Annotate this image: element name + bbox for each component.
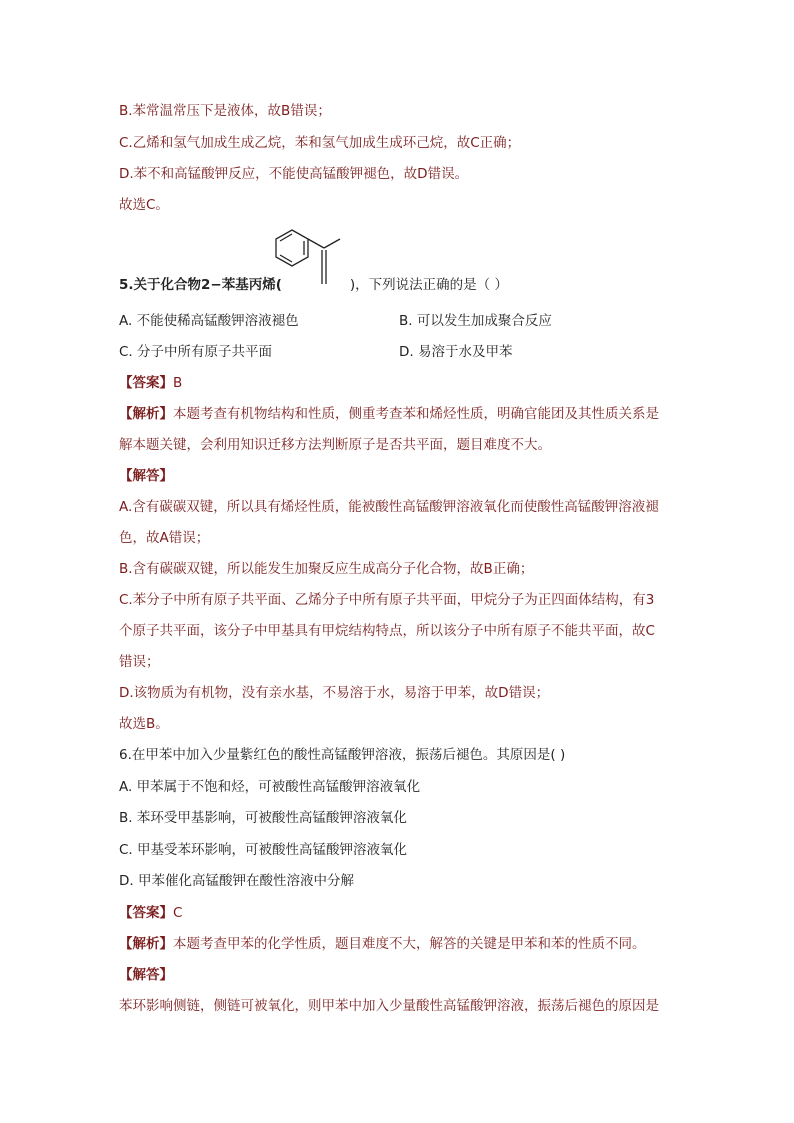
- q5-solution-c2: 个原子共平面，该分子中甲基具有甲烷结构特点，所以该分子中所有原子不能共平面，故C: [119, 623, 655, 639]
- q5-compound-name: 2−苯基丙烯(: [201, 277, 282, 293]
- prev-explanation-c: C.乙烯和氢气加成生成乙烷，苯和氢气加成生成环己烷，故C正确；: [119, 135, 521, 151]
- q5-solution-c3: 错误；: [119, 654, 160, 670]
- q5-stem-prefix: 5.关于化合物: [119, 277, 202, 293]
- q6-stem: 6.在甲苯中加入少量紫红色的酸性高锰酸钾溶液，振荡后褪色。其原因是( ): [119, 747, 566, 763]
- q5-analysis-text: 本题考查有机物结构和性质，侧重考查苯和烯烃性质，明确官能团及其性质关系是: [173, 406, 659, 422]
- q5-solution-d: D.该物质为有机物，没有亲水基，不易溶于水，易溶于甲苯，故D错误；: [119, 685, 550, 701]
- q6-solution-line1: 苯环影响侧链，侧链可被氧化，则甲苯中加入少量酸性高锰酸钾溶液，振荡后褪色的原因是: [119, 998, 659, 1014]
- q6-answer-label: 【答案】: [119, 905, 173, 921]
- q5-option-b: B. 可以发生加成聚合反应: [399, 313, 552, 329]
- q6-analysis-label: 【解析】: [119, 936, 173, 952]
- q5-answer-value: B: [173, 375, 183, 391]
- q6-option-a: A. 甲苯属于不饱和烃，可被酸性高锰酸钾溶液氧化: [119, 779, 421, 795]
- q5-option-c: C. 分子中所有原子共平面: [119, 344, 273, 360]
- q5-solution-label: 【解答】: [119, 468, 173, 484]
- prev-conclusion: 故选C。: [119, 197, 169, 213]
- q5-solution-a1: A.含有碳碳双键，所以具有烯烃性质，能被酸性高锰酸钾溶液氧化而使酸性高锰酸钾溶液褪: [119, 499, 659, 515]
- q6-analysis: [119, 934, 646, 954]
- q5-option-a: A. 不能使稀高锰酸钾溶液褪色: [119, 313, 299, 329]
- q6-option-d: D. 甲苯催化高锰酸钾在酸性溶液中分解: [119, 873, 354, 889]
- prev-explanation-d: D.苯不和高锰酸钾反应，不能使高锰酸钾褪色，故D错误。: [119, 166, 469, 182]
- q6-analysis-text: 本题考查甲苯的化学性质，题目难度不大，解答的关键是甲苯和苯的性质不同。: [173, 936, 646, 952]
- q5-stem: [119, 275, 508, 295]
- q5-analysis-line1: [119, 404, 659, 424]
- prev-explanation-b: B.苯常温常压下是液体，故B错误；: [119, 103, 331, 119]
- q5-analysis-line2: 解本题关键，会利用知识迁移方法判断原子是否共平面，题目难度不大。: [119, 437, 551, 453]
- q5-solution-b: B.含有碳碳双键，所以能发生加聚反应生成高分子化合物，故B正确；: [119, 561, 534, 577]
- q5-conclusion: 故选B。: [119, 716, 169, 732]
- q6-solution-label: 【解答】: [119, 967, 173, 983]
- q5-answer: [119, 373, 182, 393]
- q5-analysis-label: 【解析】: [119, 406, 173, 422]
- q5-option-d: D. 易溶于水及甲苯: [399, 344, 513, 360]
- q6-option-c: C. 甲基受苯环影响，可被酸性高锰酸钾溶液氧化: [119, 842, 408, 858]
- q5-answer-label: 【答案】: [119, 375, 173, 391]
- q5-stem-suffix: )，下列说法正确的是（ ）: [349, 277, 508, 293]
- q5-solution-a2: 色，故A错误；: [119, 530, 210, 546]
- q6-answer-value: C: [173, 905, 183, 921]
- q6-answer: [119, 903, 182, 923]
- q6-option-b: B. 苯环受甲基影响，可被酸性高锰酸钾溶液氧化: [119, 810, 407, 826]
- q5-solution-c1: C.苯分子中所有原子共平面、乙烯分子中所有原子共平面，甲烷分子为正四面体结构，有3: [119, 592, 655, 608]
